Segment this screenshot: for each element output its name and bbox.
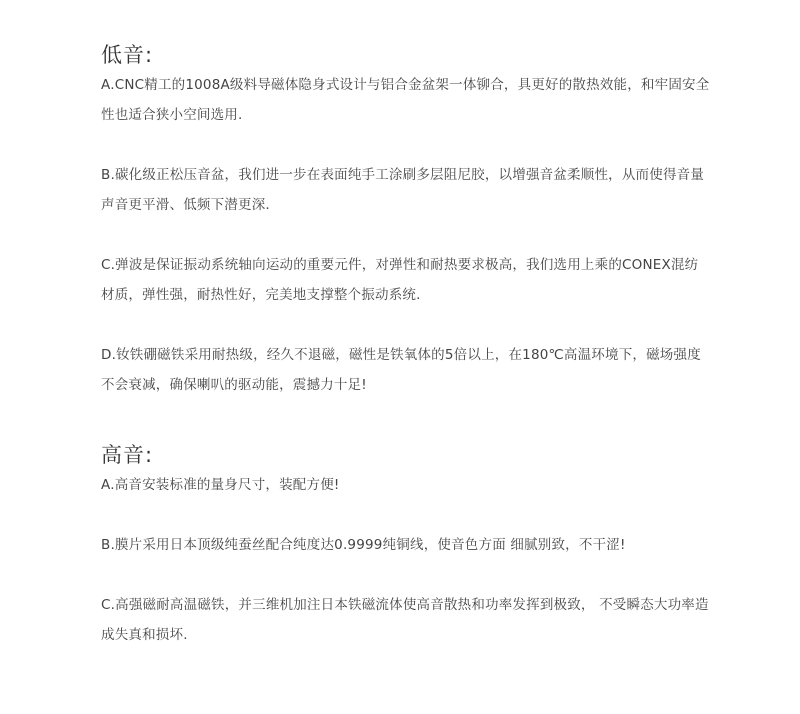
bass-paragraph-d: D.钕铁硼磁铁采用耐热级，经久不退磁，磁性是铁氧体的5倍以上，在180℃高温环境下，磁场强度不会衰减，确保喇叭的驱动能，震撼力十足! xyxy=(101,347,701,393)
section-spacer xyxy=(101,400,711,440)
spacer xyxy=(101,310,711,340)
treble-paragraph-a: A.高音安装标准的量身尺寸，装配方便! xyxy=(101,477,340,493)
spacer xyxy=(101,560,711,590)
spacer xyxy=(101,220,711,250)
treble-paragraph-b: B.膜片采用日本顶级纯蚕丝配合纯度达0.9999纯铜线，使音色方面 细腻别致，不干涩! xyxy=(101,537,626,553)
spacer xyxy=(101,500,711,530)
spacer xyxy=(101,130,711,160)
treble-section-title: 高音: xyxy=(101,443,154,467)
bass-section-title: 低音: xyxy=(101,43,154,67)
bass-paragraph-a: A.CNC精工的1008A级料导磁体隐身式设计与铝合金盆架一体铆合，具更好的散热效能，和牢固安全性也适合狭小空间选用. xyxy=(101,77,710,123)
bass-paragraph-c: C.弹波是保证振动系统轴向运动的重要元件，对弹性和耐热要求极高，我们选用上乘的CONEX混纺材质，弹性强，耐热性好，完美地支撑整个振动系统. xyxy=(101,257,699,303)
bass-paragraph-b: B.碳化级正松压音盆，我们进一步在表面纯手工涂刷多层阻尼胶，以增强音盆柔顺性，从而使得音量声音更平滑、低频下潜更深. xyxy=(101,167,705,213)
treble-paragraph-c: C.高强磁耐高温磁铁，并三维机加注日本铁磁流体使高音散热和功率发挥到极致， 不受瞬态大功率造成失真和损坏. xyxy=(101,597,709,643)
spec-document xyxy=(101,40,711,650)
